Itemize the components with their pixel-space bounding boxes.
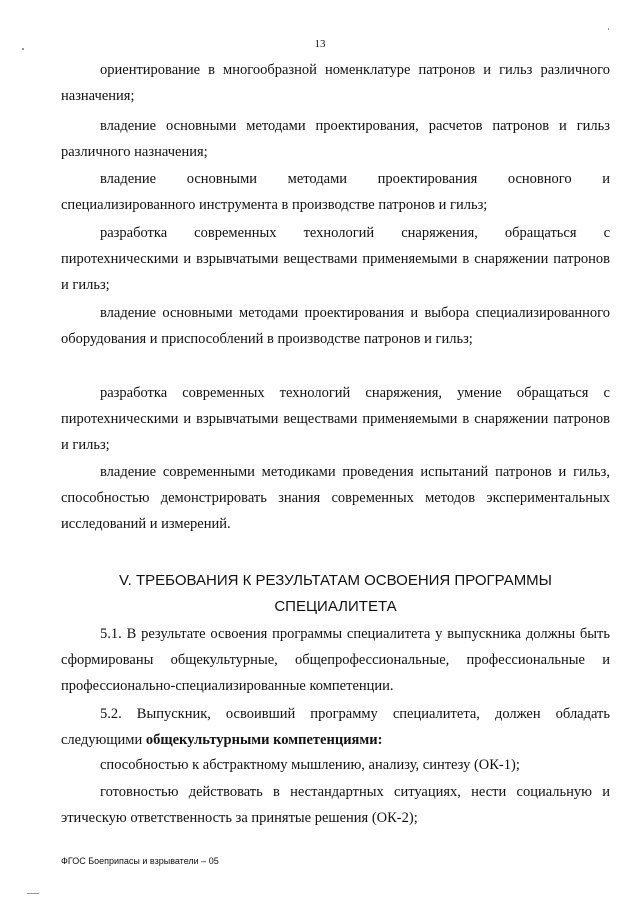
paragraph-5-2 xyxy=(61,701,610,753)
footer-note: ФГОС Боеприпасы и взрыватели – 05 xyxy=(61,856,219,866)
page-number: 13 xyxy=(314,38,326,50)
paragraph-5-2-text: 5.2. Выпускник, освоивший программу специалитета, должен обладать следующими xyxy=(61,706,610,748)
competency-ok-2: готовностью действовать в нестандартных ситуациях, нести социальную и этическую ответственность за принятые решения (ОК-2); xyxy=(61,784,610,826)
list-item: владение основными методами проектирования основного и специализированного инструмента в производстве патронов и гильз; xyxy=(61,171,610,213)
competencies-bold-term: общекультурными компетенциями: xyxy=(145,732,383,748)
section-heading-line-2: СПЕЦИАЛИТЕТА xyxy=(274,598,397,615)
competency-ok-1: способностью к абстрактному мышлению, анализу, синтезу (ОК-1); xyxy=(100,757,520,773)
section-heading-line-1: V. ТРЕБОВАНИЯ К РЕЗУЛЬТАТАМ ОСВОЕНИЯ ПРОГРАММЫ xyxy=(119,572,552,589)
section-heading xyxy=(61,568,610,620)
list-item: ориентирование в многообразной номенклатуре патронов и гильз различного назначения; xyxy=(61,62,610,104)
scan-speck xyxy=(27,893,39,894)
list-item: разработка современных технологий снаряжения, умение обращаться с пиротехническими и взрывчатыми веществами применяемыми в снаряжении патронов и гильз; xyxy=(61,385,610,453)
scan-speck xyxy=(608,28,609,30)
paragraph-5-1: 5.1. В результате освоения программы специалитета у выпускника должны быть сформированы общекультурные, общепрофессиональные, профессиональные и профессионально-специализированные компетенции. xyxy=(61,626,610,694)
list-item: владение основными методами проектирования и выбора специализированного оборудования и приспособлений в производстве патронов и гильз; xyxy=(61,305,610,347)
list-item: разработка современных технологий снаряжения, обращаться с пиротехническими и взрывчатыми веществами применяемыми в снаряжении патронов и гильз; xyxy=(61,225,610,293)
list-item: владение современными методиками проведения испытаний патронов и гильз, способностью демонстрировать знания современных методов экспериментальных исследований и измерений. xyxy=(61,464,610,532)
list-item: владение основными методами проектирования, расчетов патронов и гильз различного назначения; xyxy=(61,118,610,160)
